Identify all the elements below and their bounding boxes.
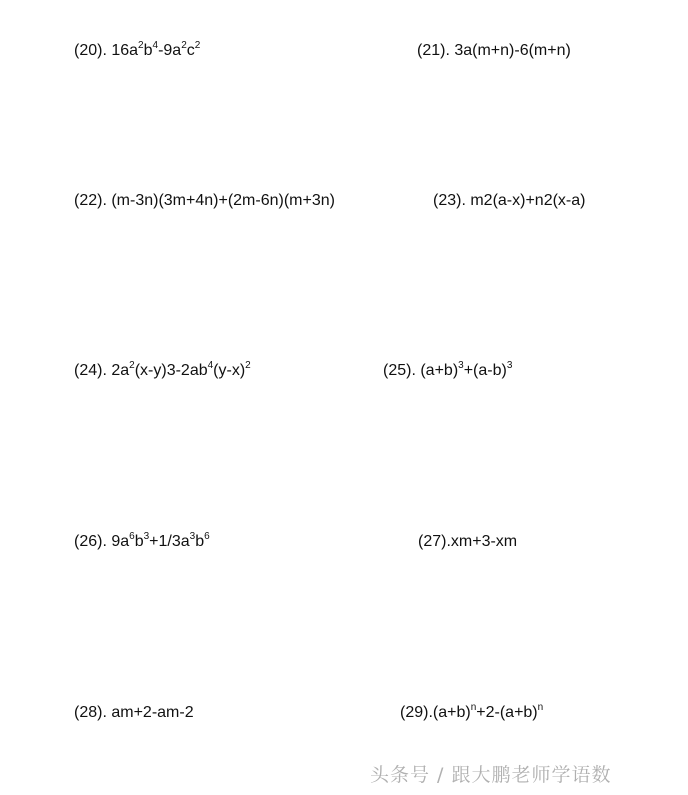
expression-text: b [134,533,144,550]
exponent: 4 [152,39,159,51]
exponent: 6 [204,530,210,542]
expression-text: b [195,533,205,550]
expression-text: +(a-b) [463,362,507,379]
expression-text: (23). m2(a-x)+n2(x-a) [433,192,586,209]
exponent: 4 [207,359,214,371]
problem-26 [74,532,210,552]
expression-text: (24). 2a [74,362,130,379]
exponent: n [470,701,477,713]
expression-text: (22). (m-3n)(3m+4n)+(2m-6n)(m+3n) [74,192,335,209]
exponent: 2 [181,39,187,51]
problem-28 [74,703,194,723]
problem-21 [417,41,571,61]
expression-text: -9a [158,42,182,59]
expression-text: c [186,42,195,59]
expression-text: (20). 16a [74,42,139,59]
expression-text: (21). 3a(m+n)-6(m+n) [417,42,571,59]
exponent: 3 [458,359,464,371]
exponent: 3 [143,530,150,542]
exponent: 2 [245,359,251,371]
expression-text: b [143,42,153,59]
exponent: 6 [129,530,135,542]
exponent: 3 [189,530,196,542]
problem-24 [74,361,251,381]
problem-20 [74,41,200,61]
expression-text: (29).(a+b) [400,704,471,721]
expression-text: (x-y)3-2ab [134,362,208,379]
expression-text: +1/3a [149,533,190,550]
expression-text: (y-x) [213,362,246,379]
expression-text: (26). 9a [74,533,130,550]
exponent: n [537,701,544,713]
expression-text: (25). (a+b) [383,362,459,379]
exponent: 3 [506,359,513,371]
expression-text: (28). am+2-am-2 [74,704,194,721]
problem-23 [433,191,585,211]
exponent: 2 [138,39,144,51]
exponent: 2 [194,39,201,51]
problem-25 [383,361,512,381]
expression-text: +2-(a+b) [476,704,538,721]
problem-22 [74,191,335,211]
watermark-text: 头条号 / 跟大鹏老师学语数 [370,764,612,786]
problem-27 [418,532,517,552]
expression-text: (27).xm+3-xm [418,533,518,550]
problem-29 [400,703,543,723]
exponent: 2 [129,359,135,371]
